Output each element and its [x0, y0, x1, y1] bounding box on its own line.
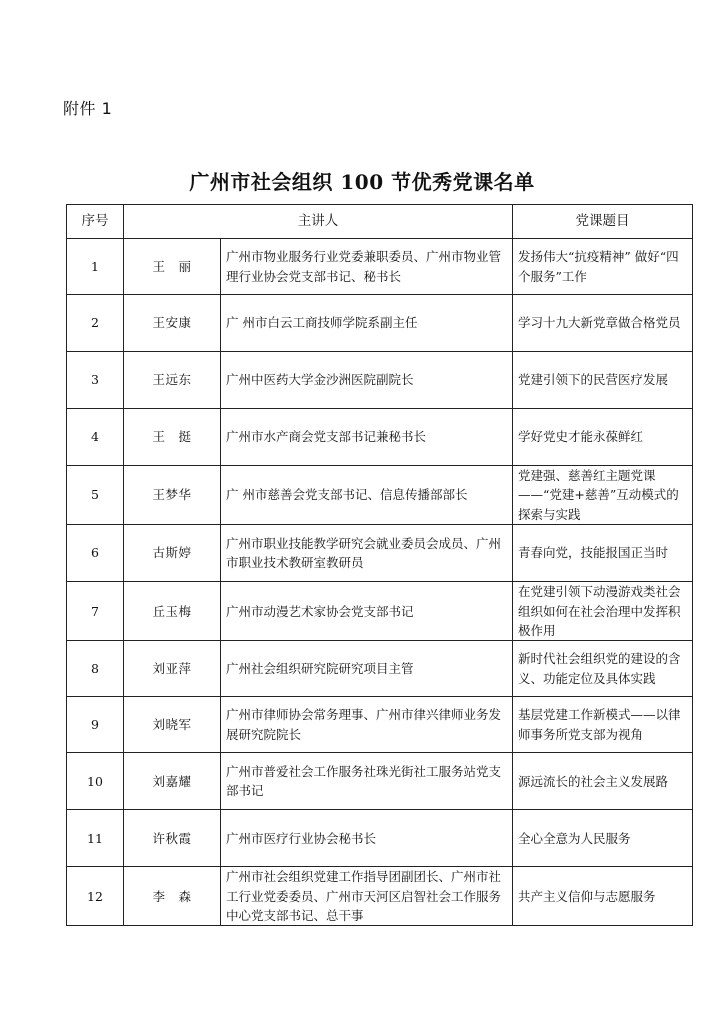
row-index: 5	[67, 466, 124, 525]
row-index: 9	[67, 697, 124, 753]
lecture-topic: 学好党史才能永葆鲜红	[513, 409, 693, 466]
speaker-role: 广州社会组织研究院研究项目主管	[221, 641, 513, 697]
speaker-role: 广州市水产商会党支部书记兼秘书长	[221, 409, 513, 466]
speaker-role: 广州中医药大学金沙洲医院副院长	[221, 352, 513, 409]
speaker-role: 广 州市慈善会党支部书记、信息传播部部长	[221, 466, 513, 525]
header-topic: 党课题目	[513, 205, 693, 239]
speaker-name: 李 森	[124, 867, 221, 926]
speaker-name: 刘晓军	[124, 697, 221, 753]
speaker-table	[66, 204, 693, 926]
lecture-topic: 学习十九大新党章做合格党员	[513, 295, 693, 352]
table-row	[67, 466, 693, 525]
row-index: 12	[67, 867, 124, 926]
table-row	[67, 697, 693, 753]
table-row	[67, 409, 693, 466]
speaker-role: 广州市律师协会常务理事、广州市律兴律师业务发展研究院院长	[221, 697, 513, 753]
speaker-name: 丘玉梅	[124, 582, 221, 641]
speaker-role: 广州市普爱社会工作服务社珠光街社工服务站党支部书记	[221, 753, 513, 810]
table-header-row	[67, 205, 693, 239]
speaker-name: 刘亚萍	[124, 641, 221, 697]
speaker-role: 广州市职业技能教学研究会就业委员会成员、广州市职业技术教研室教研员	[221, 525, 513, 582]
table-row	[67, 295, 693, 352]
speaker-role: 广州市医疗行业协会秘书长	[221, 810, 513, 867]
lecture-topic: 党建强、慈善红主题党课——“党建+慈善”互动模式的探索与实践	[513, 466, 693, 525]
row-index: 4	[67, 409, 124, 466]
speaker-role: 广州市社会组织党建工作指导团副团长、广州市社工行业党委委员、广州市天河区启智社会工作服务中心党支部书记、总干事	[221, 867, 513, 926]
row-index: 10	[67, 753, 124, 810]
document-title: 广州市社会组织 100 节优秀党课名单	[189, 170, 535, 194]
lecture-topic: 发扬伟大“抗疫精神” 做好“四个服务”工作	[513, 239, 693, 295]
header-speaker: 主讲人	[124, 205, 513, 239]
speaker-role: 广 州市白云工商技师学院系副主任	[221, 295, 513, 352]
row-index: 2	[67, 295, 124, 352]
lecture-topic: 源远流长的社会主义发展路	[513, 753, 693, 810]
speaker-name: 古斯婷	[124, 525, 221, 582]
lecture-topic: 新时代社会组织党的建设的含义、功能定位及具体实践	[513, 641, 693, 697]
row-index: 8	[67, 641, 124, 697]
speaker-name: 王远东	[124, 352, 221, 409]
table-row	[67, 867, 693, 926]
table-row	[67, 239, 693, 295]
lecture-topic: 基层党建工作新模式——以律师事务所党支部为视角	[513, 697, 693, 753]
row-index: 11	[67, 810, 124, 867]
header-index: 序号	[67, 205, 124, 239]
row-index: 1	[67, 239, 124, 295]
speaker-name: 刘嘉耀	[124, 753, 221, 810]
row-index: 3	[67, 352, 124, 409]
speaker-name: 王安康	[124, 295, 221, 352]
speaker-name: 许秋霞	[124, 810, 221, 867]
table-row	[67, 810, 693, 867]
lecture-topic: 在党建引领下动漫游戏类社会组织如何在社会治理中发挥积极作用	[513, 582, 693, 641]
speaker-name: 王 挺	[124, 409, 221, 466]
table-row	[67, 753, 693, 810]
table-row	[67, 641, 693, 697]
speaker-role: 广州市物业服务行业党委兼职委员、广州市物业管理行业协会党支部书记、秘书长	[221, 239, 513, 295]
lecture-topic: 青春向党，技能报国正当时	[513, 525, 693, 582]
lecture-topic: 共产主义信仰与志愿服务	[513, 867, 693, 926]
table-row	[67, 525, 693, 582]
speaker-role: 广州市动漫艺术家协会党支部书记	[221, 582, 513, 641]
speaker-name: 王 丽	[124, 239, 221, 295]
speaker-name: 王梦华	[124, 466, 221, 525]
lecture-topic: 党建引领下的民营医疗发展	[513, 352, 693, 409]
table-row	[67, 352, 693, 409]
lecture-topic: 全心全意为人民服务	[513, 810, 693, 867]
attachment-label: 附件 1	[63, 99, 113, 118]
row-index: 7	[67, 582, 124, 641]
table-row	[67, 582, 693, 641]
row-index: 6	[67, 525, 124, 582]
